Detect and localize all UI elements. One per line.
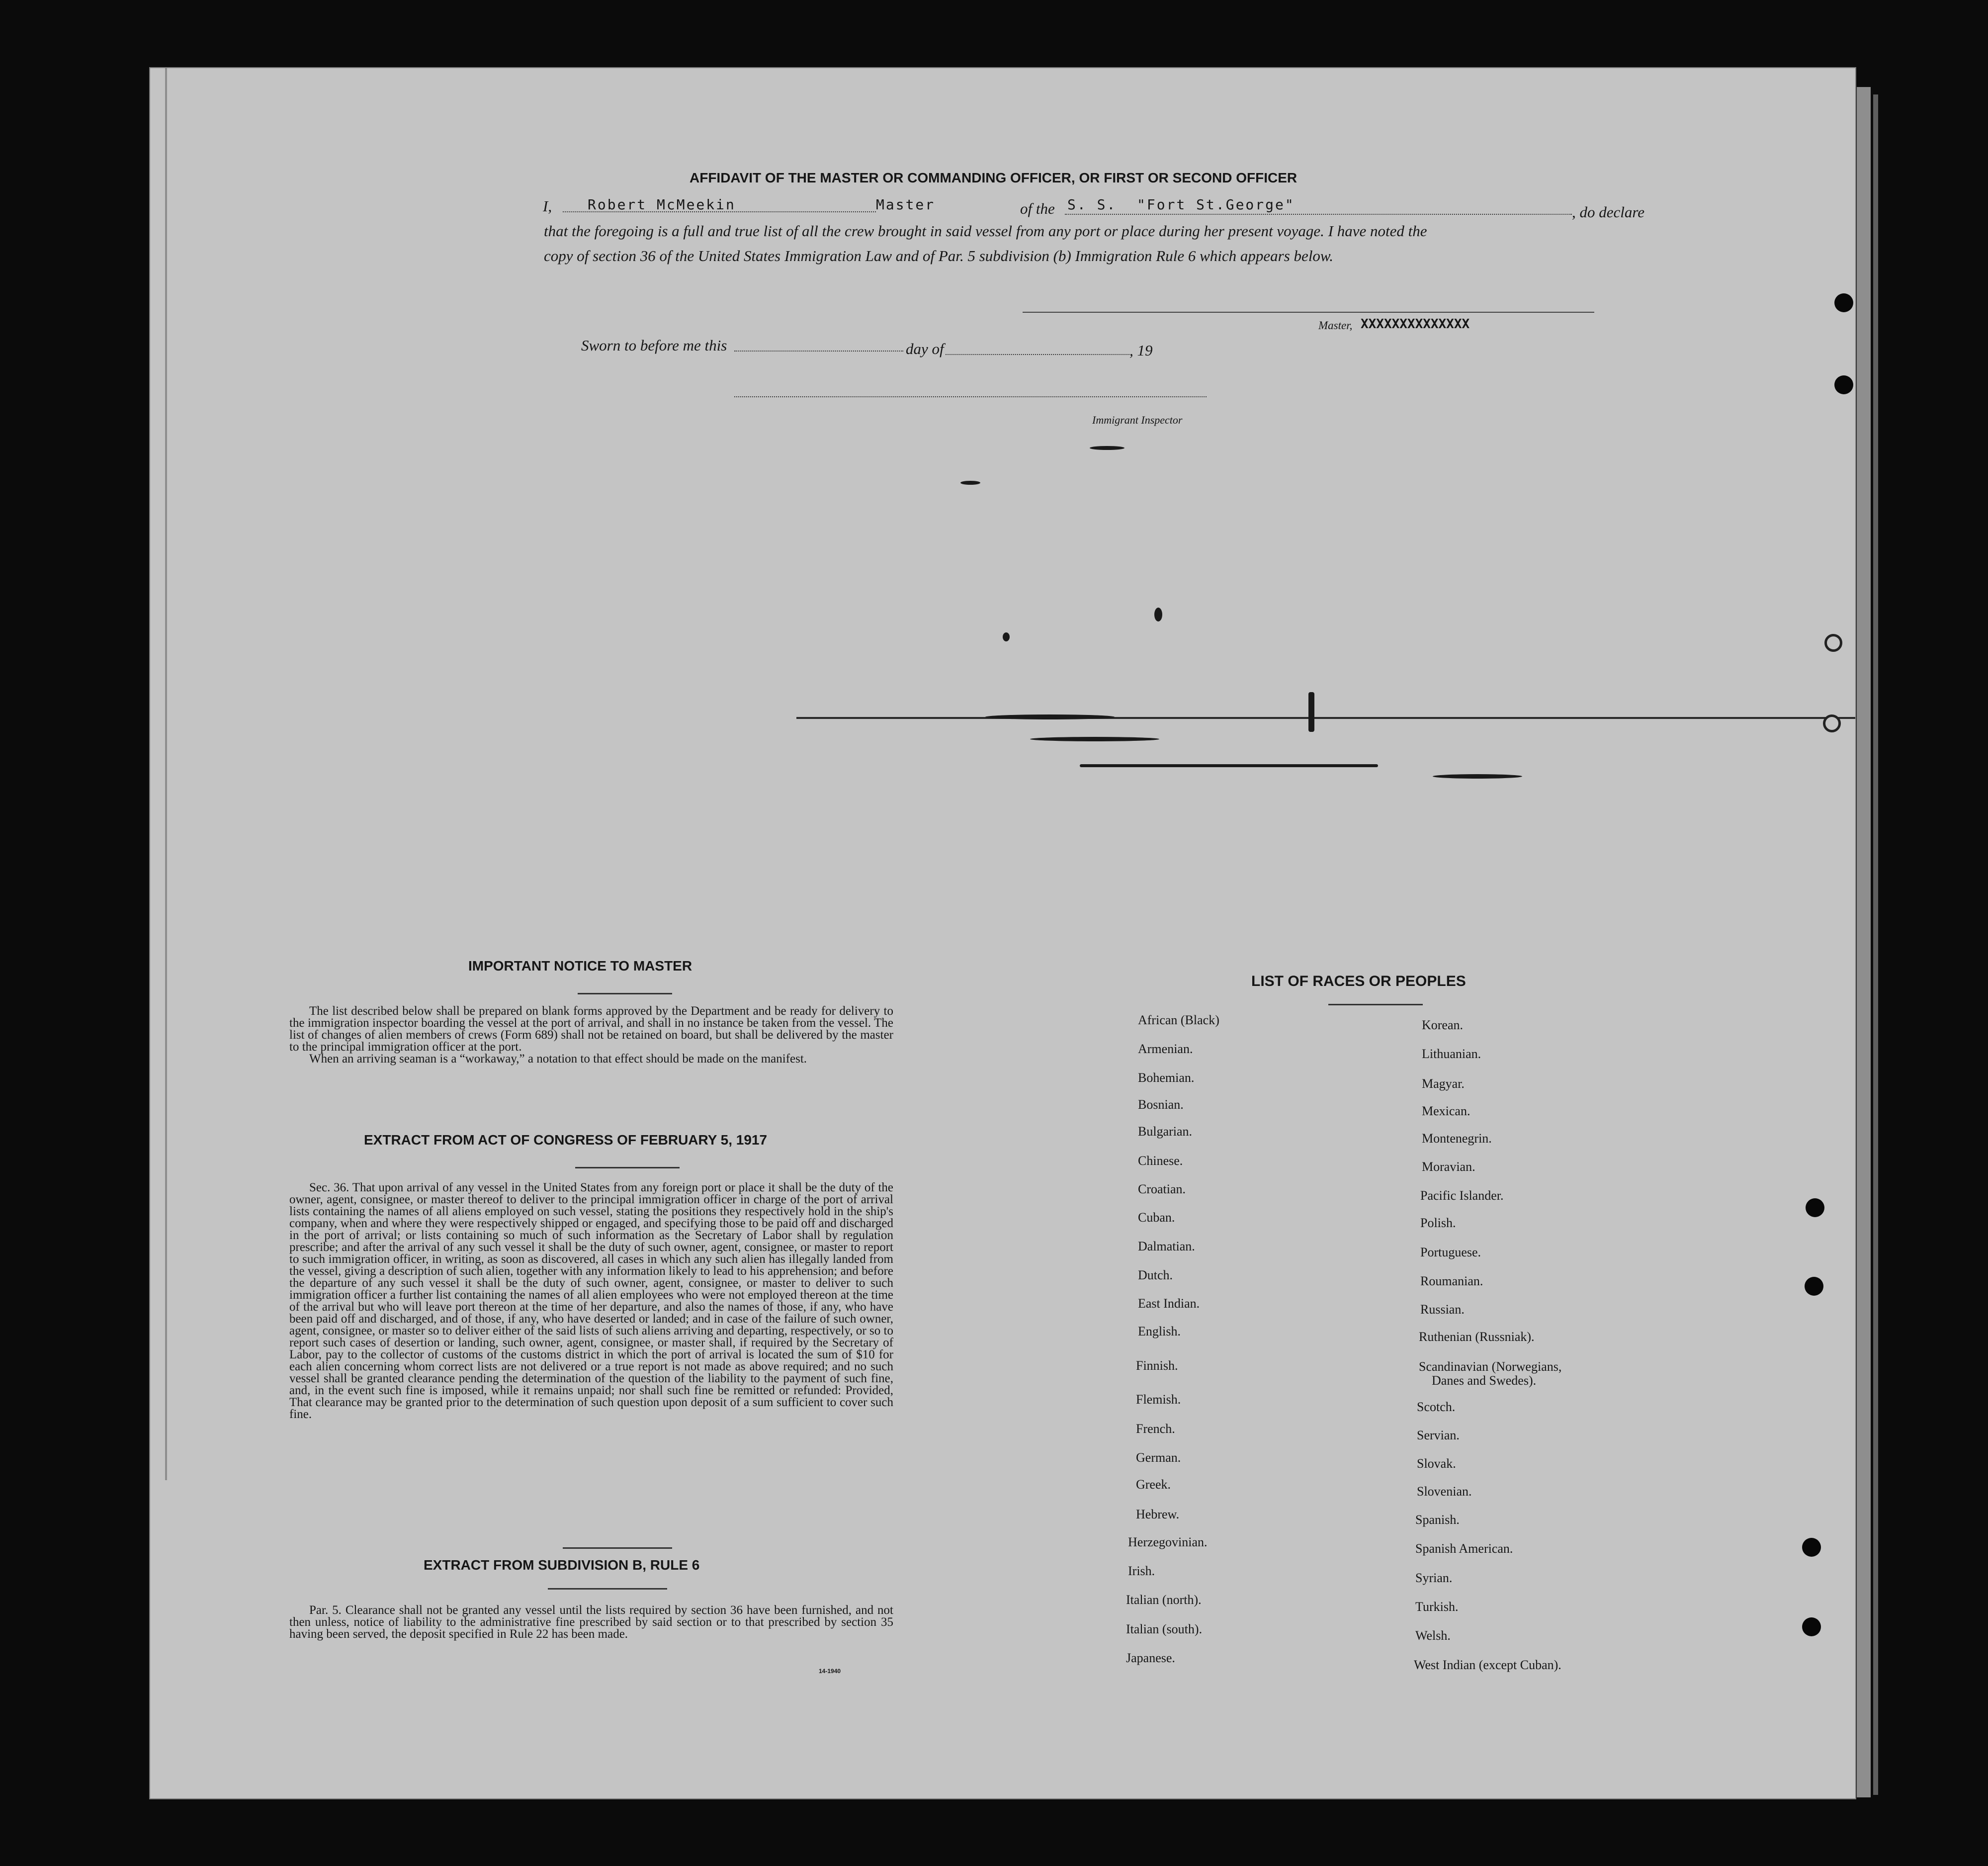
binder-hole bbox=[1823, 714, 1841, 732]
ink-smudge bbox=[1090, 446, 1124, 450]
race-item: African (Black) bbox=[1138, 1013, 1219, 1027]
notice-paragraph-1: The list described below shall be prepared on blank forms approved by the Department and be ready for delivery to the immigration inspector boarding the vessel at the port of arrival, and shall in no instance be taken from the vessel. The list of changes of alien members of crews (Form 689) shall not be retained on board, but shall be delivered by the master to the principal immigration officer at the port. bbox=[289, 1004, 893, 1054]
race-item: English. bbox=[1138, 1324, 1181, 1338]
binder-hole bbox=[1834, 375, 1853, 394]
sworn-month-line bbox=[946, 354, 1129, 355]
vessel-name: "Fort St.George" bbox=[1137, 196, 1295, 213]
race-item: French. bbox=[1136, 1422, 1175, 1436]
act-section-36: Sec. 36. That upon arrival of any vessel in the United States from any foreign port or place it shall be the duty of the owner, agent, consignee, or master thereof to deliver to the principal immigration officer in charge of the port of arrival lists containing the names of all aliens employed on such vessel, stating the positions they respectively hold in the ship's company, when and where they were respectively shipped or engaged, and specifying those to be paid off and discharged in the port of arrival; or lists containing so much of such information as the Secretary of Labor shall by regulation prescribe; and after the arrival of any such vessel it shall be the duty of such owner, agent, consignee, or master to report to such immigration officer, in writing, as soon as discovered, all cases in which any such alien has illegally landed from the vessel, giving a description of such alien, together with any information likely to lead to his apprehension; and before the departure of any such vessel it shall be the duty of such owner, agent, consignee, or master to deliver to such immigration officer a further list containing the names of all alien employees who were not employed thereon at the time of the arrival but who will leave port thereon at the time of her departure, and also the names of those, if any, who have been paid off and discharged, and of those, if any, who have deserted or landed; and in case of the failure of such owner, agent, consignee, or master so to deliver either of the said lists of such aliens arriving and departing, respectively, or so to report such cases of desertion or landing, such owner, agent, consignee, or master shall, if required by the Secretary of Labor, pay to the collector of customs of the customs district in which the port of arrival is located the sum of $10 for each alien concerning whom correct lists are not delivered or a true report is not made as above required; and no such vessel shall be granted clearance pending the determination of the question of the liability to the payment of such fine, and, in the event such fine is imposed, while it remains unpaid; nor shall such fine be remitted or refunded: Provided, That clearance may be granted prior to the determination of such question upon deposit of a sum sufficient to cover such fine. bbox=[289, 1181, 893, 1421]
affidavit-body-line-2: copy of section 36 of the United States Immigration Law and of Par. 5 subdivision (b) Immigration Rule 6 which appears below. bbox=[544, 247, 1334, 265]
race-item: Croatian. bbox=[1138, 1182, 1186, 1196]
race-item: Italian (north). bbox=[1126, 1593, 1202, 1607]
race-item: Dutch. bbox=[1138, 1268, 1173, 1282]
race-item: Scandinavian (Norwegians, bbox=[1419, 1359, 1562, 1374]
vessel-prefix: S. S. bbox=[1067, 196, 1117, 213]
race-item: Armenian. bbox=[1138, 1042, 1193, 1056]
race-item: Mexican. bbox=[1422, 1104, 1470, 1118]
race-item: Bosnian. bbox=[1138, 1097, 1184, 1112]
race-item: Portuguese. bbox=[1420, 1245, 1481, 1259]
race-item: Dalmatian. bbox=[1138, 1239, 1195, 1253]
race-item: Herzegovinian. bbox=[1128, 1535, 1208, 1549]
inspector-label: Immigrant Inspector bbox=[1092, 414, 1183, 426]
ink-smudge bbox=[1154, 608, 1162, 622]
rule-paragraph-5: Par. 5. Clearance shall not be granted any vessel until the lists required by section 36 have been furnished, and not then unless, notice of liability to the administrative fine prescribed by said section or to that prescribed by section 35 having been served, the deposit specified in Rule 22 has been made. bbox=[289, 1603, 893, 1641]
race-item: Scotch. bbox=[1417, 1400, 1456, 1414]
race-item: Ruthenian (Russniak). bbox=[1419, 1330, 1535, 1344]
race-item: Cuban. bbox=[1138, 1210, 1175, 1225]
officer-rank: Master bbox=[876, 196, 936, 213]
rule-title: EXTRACT FROM SUBDIVISION B, RULE 6 bbox=[424, 1557, 700, 1573]
rule-body bbox=[289, 1604, 893, 1640]
race-item: Italian (south). bbox=[1126, 1622, 1203, 1636]
race-item: Lithuanian. bbox=[1422, 1047, 1481, 1061]
race-item: Korean. bbox=[1422, 1018, 1464, 1032]
form-number: 14-1940 bbox=[819, 1668, 841, 1675]
ink-smudge bbox=[1003, 632, 1010, 641]
stray-horizontal-stroke bbox=[796, 717, 1856, 719]
race-item: Russian. bbox=[1420, 1302, 1465, 1317]
race-item: Moravian. bbox=[1422, 1159, 1475, 1174]
act-title-rule bbox=[575, 1167, 680, 1168]
notice-title: IMPORTANT NOTICE TO MASTER bbox=[468, 958, 692, 974]
declare-suffix: , do declare bbox=[1572, 203, 1645, 221]
race-item: Polish. bbox=[1420, 1216, 1456, 1230]
ink-smudge bbox=[1433, 774, 1522, 779]
binder-hole bbox=[1824, 634, 1842, 652]
race-item: German. bbox=[1136, 1450, 1181, 1465]
affidavit-title: AFFIDAVIT OF THE MASTER OR COMMANDING OFFICER, OR FIRST OR SECOND OFFICER bbox=[690, 170, 1297, 185]
ink-smudge bbox=[1080, 764, 1378, 767]
race-item: Japanese. bbox=[1126, 1651, 1175, 1665]
race-item: Welsh. bbox=[1415, 1628, 1451, 1643]
notice-body bbox=[289, 1005, 893, 1065]
affidavit-i-label: I, bbox=[543, 197, 552, 215]
master-signature-line bbox=[1023, 312, 1594, 313]
race-item: Syrian. bbox=[1415, 1571, 1453, 1585]
race-item: Montenegrin. bbox=[1422, 1131, 1492, 1146]
day-of-label: day of bbox=[906, 340, 944, 357]
race-item: Servian. bbox=[1417, 1428, 1460, 1442]
race-item: Irish. bbox=[1128, 1564, 1155, 1578]
of-the-label: of the bbox=[1020, 200, 1055, 217]
notice-title-rule bbox=[578, 993, 672, 994]
race-item: Slovenian. bbox=[1417, 1484, 1472, 1499]
race-item: East Indian. bbox=[1138, 1296, 1200, 1311]
race-item: Bohemian. bbox=[1138, 1070, 1195, 1085]
race-item: Hebrew. bbox=[1136, 1507, 1180, 1521]
race-item: Greek. bbox=[1136, 1477, 1171, 1492]
master-struck-text: XXXXXXXXXXXXXX bbox=[1361, 317, 1470, 332]
act-body bbox=[289, 1182, 893, 1421]
year-label: , 19 bbox=[1129, 342, 1153, 359]
race-item: Danes and Swedes). bbox=[1432, 1373, 1537, 1388]
vessel-line bbox=[1065, 214, 1572, 215]
rule-top-rule bbox=[563, 1547, 672, 1549]
race-item: Finnish. bbox=[1136, 1358, 1178, 1373]
binder-hole bbox=[1834, 293, 1853, 312]
race-item: Spanish. bbox=[1415, 1512, 1460, 1527]
sworn-day-line bbox=[734, 351, 903, 352]
ink-smudge bbox=[960, 481, 980, 485]
sworn-label: Sworn to before me this bbox=[581, 337, 727, 354]
ink-smudge bbox=[1308, 692, 1314, 732]
ink-smudge bbox=[1030, 737, 1159, 741]
race-item: West Indian (except Cuban). bbox=[1414, 1658, 1561, 1672]
binder-hole bbox=[1806, 1198, 1824, 1217]
binder-hole bbox=[1802, 1617, 1821, 1636]
page-edge bbox=[1857, 87, 1871, 1797]
act-title: EXTRACT FROM ACT OF CONGRESS OF FEBRUARY 5, 1917 bbox=[364, 1132, 768, 1148]
officer-name: Robert McMeekin bbox=[588, 196, 736, 213]
rule-title-rule bbox=[548, 1588, 667, 1590]
race-item: Flemish. bbox=[1136, 1392, 1181, 1407]
race-item: Slovak. bbox=[1417, 1456, 1456, 1471]
notice-paragraph-2: When an arriving seaman is a “workaway,” a notation to that effect should be made on the manifest. bbox=[309, 1052, 807, 1066]
race-item: Pacific Islander. bbox=[1420, 1188, 1504, 1203]
inspector-signature-line bbox=[734, 396, 1207, 397]
race-item: Spanish American. bbox=[1415, 1541, 1513, 1556]
page-edge-shadow bbox=[1873, 94, 1878, 1795]
race-item: Roumanian. bbox=[1420, 1274, 1483, 1288]
master-label: Master, bbox=[1318, 319, 1353, 332]
binder-hole bbox=[1802, 1538, 1821, 1557]
document-page bbox=[149, 67, 1856, 1799]
margin-rule bbox=[165, 68, 167, 1480]
race-item: Chinese. bbox=[1138, 1154, 1183, 1168]
race-item: Turkish. bbox=[1415, 1599, 1459, 1614]
ink-smudge bbox=[985, 714, 1115, 719]
binder-hole bbox=[1805, 1277, 1823, 1296]
races-title-rule bbox=[1328, 1004, 1423, 1005]
race-item: Bulgarian. bbox=[1138, 1124, 1193, 1139]
race-item: Magyar. bbox=[1422, 1076, 1465, 1091]
affidavit-body-line-1: that the foregoing is a full and true list of all the crew brought in said vessel from any port or place during her present voyage. I have noted the bbox=[544, 222, 1427, 240]
races-title: LIST OF RACES OR PEOPLES bbox=[1251, 973, 1466, 989]
